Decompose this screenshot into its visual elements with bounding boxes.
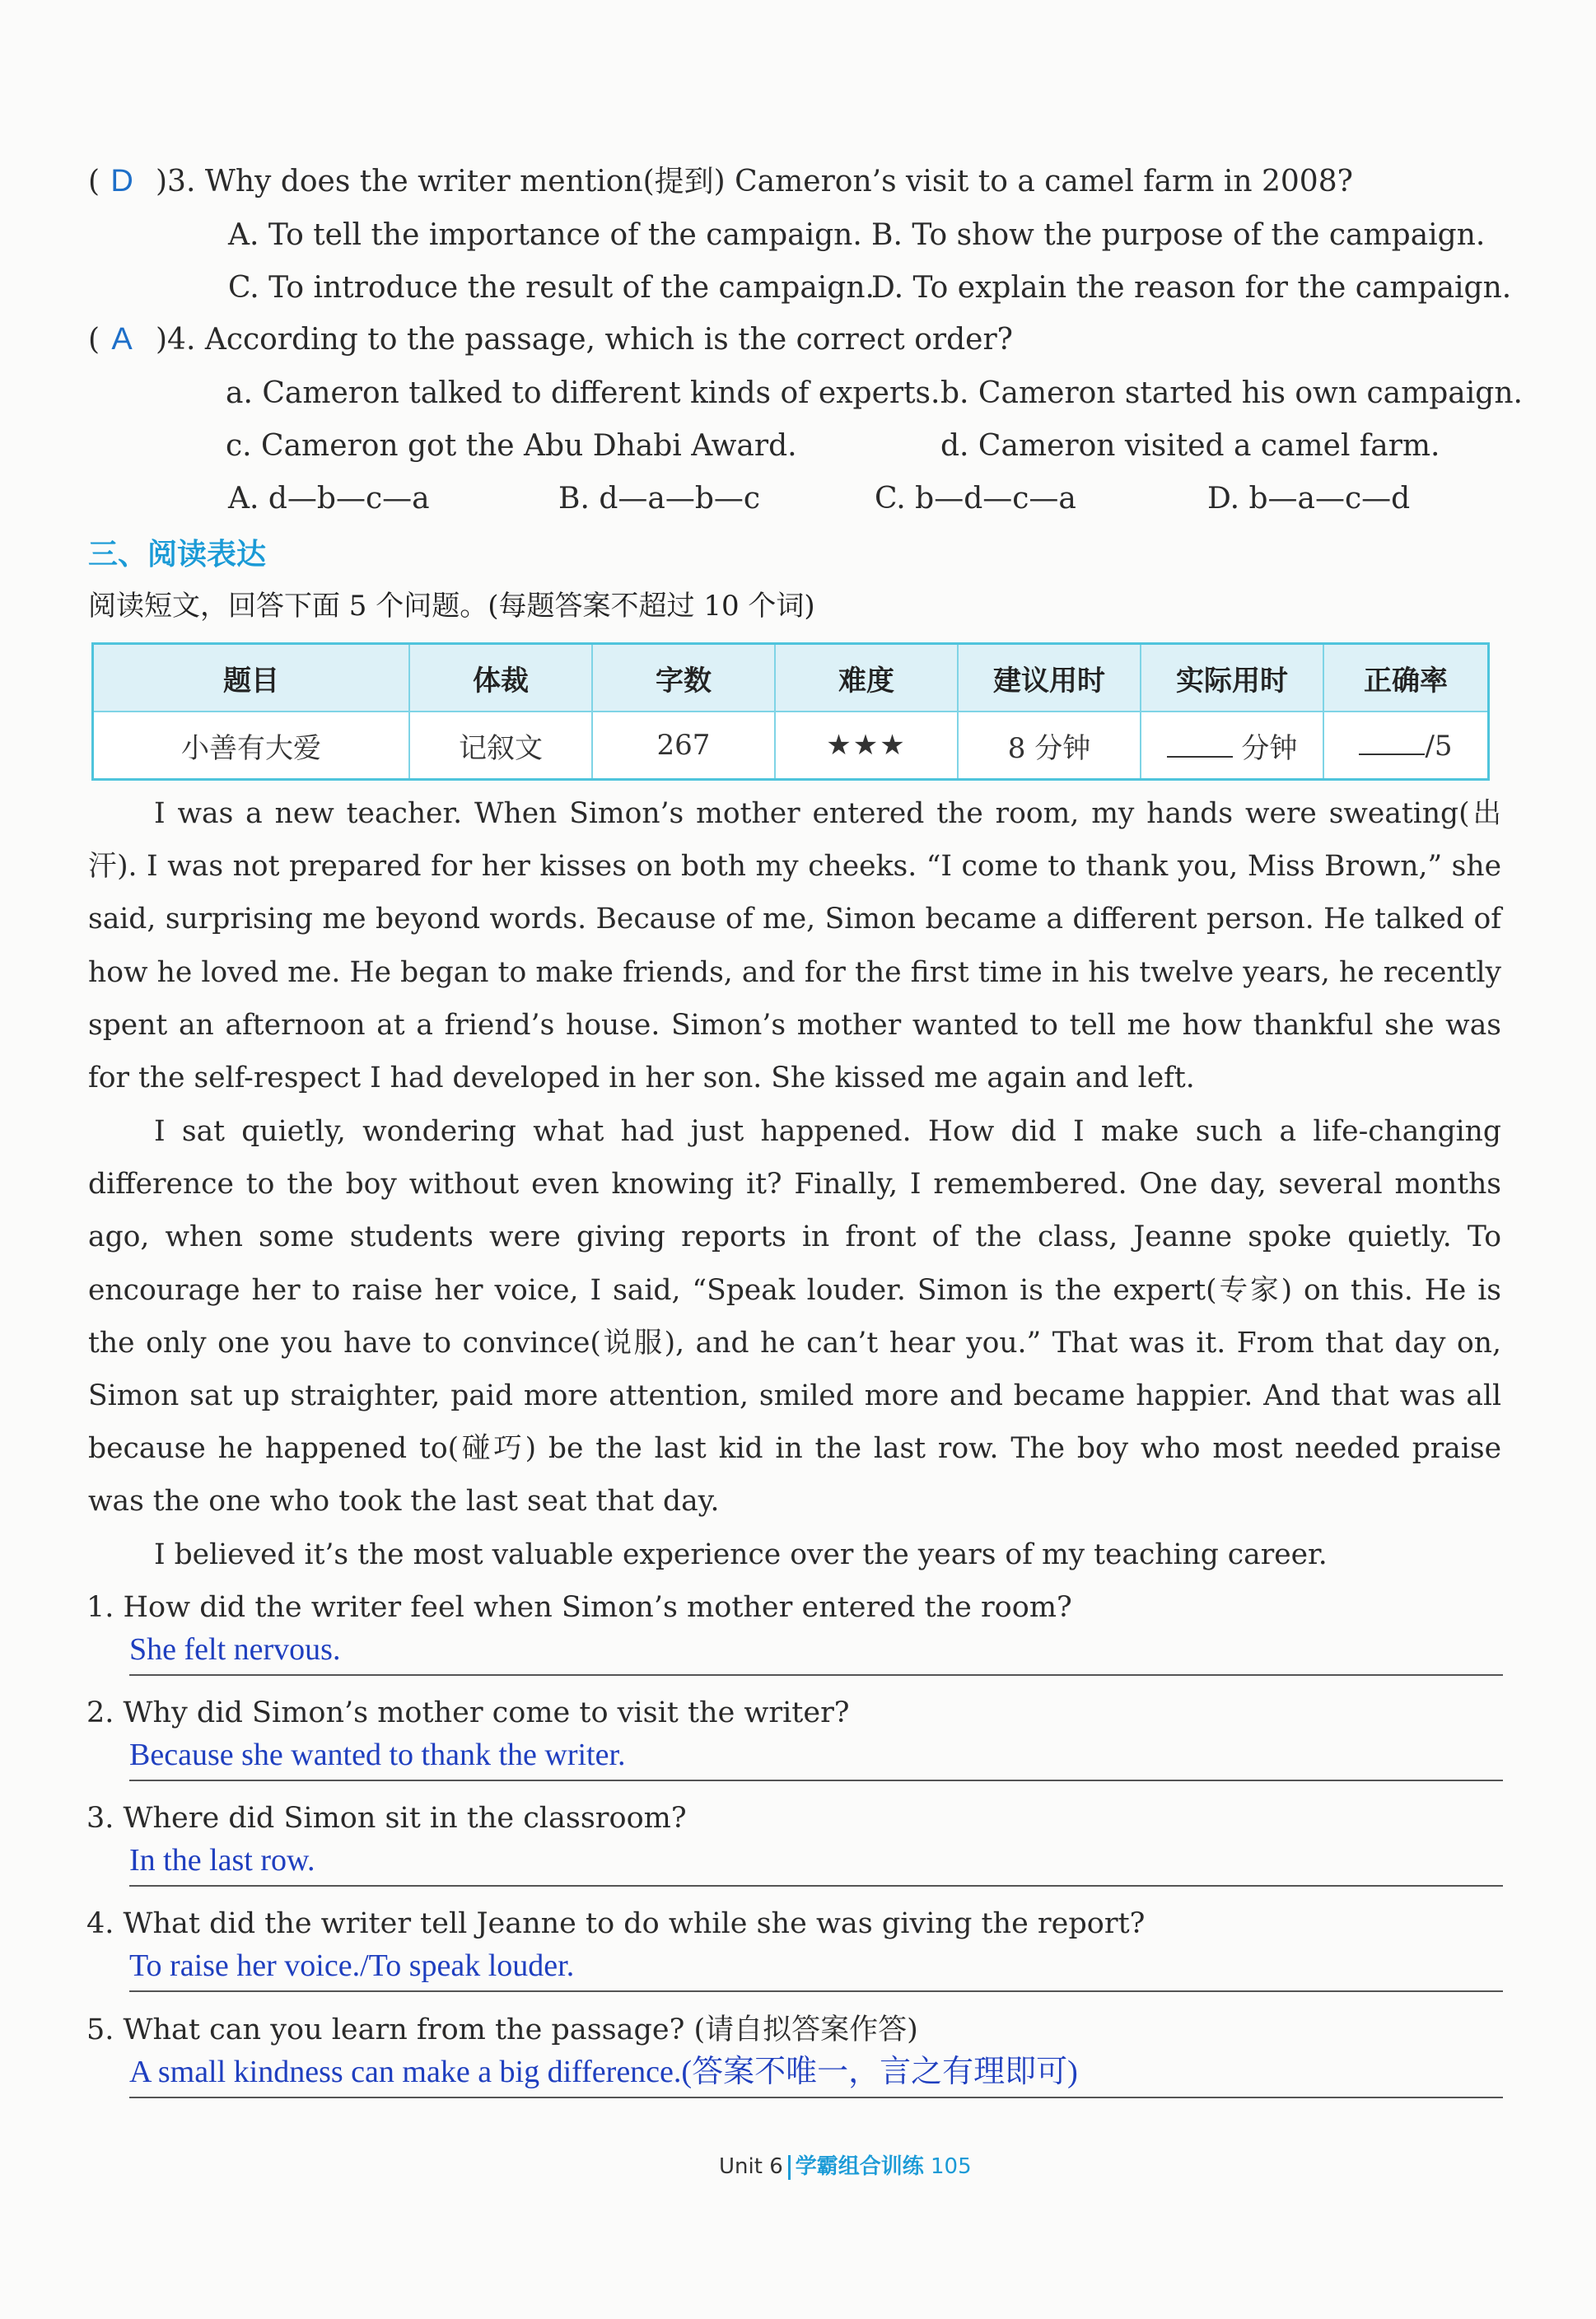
question-text: 4. What did the writer tell Jeanne to do while she was giving the report? (86, 1907, 1146, 1940)
footer-divider (788, 2155, 791, 2180)
mcq-3-answer: D (110, 164, 133, 198)
answer-text[interactable]: To raise her voice./To speak louder. (129, 1948, 575, 1983)
question-text: 1. How did the writer feel when Simon’s mother entered the room? (86, 1591, 1072, 1624)
question-text: 2. Why did Simon’s mother come to visit the writer? (86, 1696, 850, 1729)
mcq-4-item-c: c. Cameron got the Abu Dhabi Award. (226, 429, 797, 463)
footer-unit: Unit 6 (719, 2154, 783, 2179)
table-header: 建议用时 (958, 644, 1141, 712)
table-cell-actual-time[interactable]: 分钟 (1141, 712, 1323, 780)
table-cell-title: 小善有大爱 (93, 712, 410, 780)
question-5 (86, 2009, 1503, 2098)
mcq-4: ( A )4. According to the passage, which is the correct order? (88, 320, 1505, 360)
mcq-4-answer: A (111, 322, 133, 357)
table-cell-genre: 记叙文 (409, 712, 592, 780)
question-3 (86, 1798, 1503, 1887)
question-text: 5. What can you learn from the passage? (请自拟答案作答) (86, 2013, 918, 2046)
mcq-4-option-a: A. d—b—c—a (228, 482, 430, 516)
section-title: 三、阅读表达 (88, 538, 267, 572)
question-4 (86, 1903, 1503, 1992)
mcq-4-item-d: d. Cameron visited a camel farm. (940, 429, 1440, 463)
answer-text[interactable]: Because she wanted to thank the writer. (129, 1738, 626, 1772)
passage-paragraph-3: I believed it’s the most valuable experience over the years of my teaching career. (154, 1538, 1328, 1571)
answer-line (129, 2097, 1503, 2098)
answer-text[interactable]: She felt nervous. (129, 1632, 341, 1667)
mcq-3-option-a: A. To tell the importance of the campaign. (228, 218, 862, 252)
actual-time-blank[interactable] (1167, 731, 1233, 758)
difficulty-stars: ★★★ (775, 712, 958, 780)
question-text: 3. Where did Simon sit in the classroom? (86, 1802, 687, 1835)
accuracy-blank[interactable] (1359, 729, 1425, 755)
answer-text[interactable]: A small kindness can make a big difference.(答案不唯一，言之有理即可) (129, 2055, 1078, 2089)
table-header-row (93, 644, 1489, 712)
mcq-4-item-a: a. Cameron talked to different kinds of experts. (226, 376, 940, 410)
answer-bracket: ( D (88, 161, 156, 202)
answer-line (129, 1780, 1503, 1781)
mcq-3-option-b: B. To show the purpose of the campaign. (871, 218, 1486, 252)
table-cell-suggested-time: 8 分钟 (958, 712, 1141, 780)
table-cell-accuracy[interactable]: /5 (1323, 712, 1489, 780)
mcq-4-option-d: D. b—a—c—d (1207, 482, 1411, 516)
table-header: 实际用时 (1141, 644, 1323, 712)
page-footer (719, 2149, 972, 2180)
mcq-4-item-b: b. Cameron started his own campaign. (940, 376, 1523, 410)
page-number: 105 (931, 2154, 972, 2179)
table-header: 题目 (93, 644, 410, 712)
table-row (93, 712, 1489, 780)
answer-line (129, 1990, 1503, 1992)
footer-brand: 学霸组合训练 (795, 2154, 924, 2179)
table-header: 体裁 (409, 644, 592, 712)
passage-paragraph-2: I sat quietly, wondering what had just happened. How did I make such a life-changing difference to the boy without even knowing it? Finally, I remembered. One day, several months ago, when some students were giving reports in front of the class, Jeanne spoke quietly. To encourage her to raise her voice, I said, “Speak louder. Simon is the expert(专家) on this. He is the only one you have to convince(说服), and he can’t hear you.” That was it. From that day on, Simon sat up straighter, paid more attention, smiled more and became happier. And that was all because he happened to(碰巧) be the last kid in the last row. The boy who most needed praise was the one who took the last seat that day. (88, 1115, 1501, 1519)
mcq-4-option-b: B. d—a—b—c (558, 482, 761, 516)
question-1 (86, 1587, 1503, 1676)
mcq-4-option-c: C. b—d—c—a (875, 482, 1076, 516)
table-cell-wordcount: 267 (592, 712, 775, 780)
mcq-3: ( D )3. Why does the writer mention(提到) Cameron’s visit to a camel farm in 2008? (88, 161, 1505, 202)
question-2 (86, 1692, 1503, 1781)
table-header: 难度 (775, 644, 958, 712)
table-header: 字数 (592, 644, 775, 712)
answer-line (129, 1885, 1503, 1887)
mcq-4-stem: According to the passage, which is the correct order? (204, 323, 1013, 357)
answer-line (129, 1674, 1503, 1676)
mcq-3-stem: Why does the writer mention(提到) Cameron’s visit to a camel farm in 2008? (204, 165, 1353, 198)
answer-text[interactable]: In the last row. (129, 1843, 315, 1878)
passage-info-table (91, 642, 1490, 781)
mcq-3-option-c: C. To introduce the result of the campaign. (228, 271, 875, 305)
mcq-3-option-d: D. To explain the reason for the campaign. (871, 271, 1512, 305)
table-header: 正确率 (1323, 644, 1489, 712)
passage-paragraph-1: I was a new teacher. When Simon’s mother entered the room, my hands were sweating(出汗). I was not prepared for her kisses on both my cheeks. “I come to thank you, Miss Brown,” she said, surprising me beyond words. Because of me, Simon became a different person. He talked of how he loved me. He began to make friends, and for the first time in his twelve years, he recently spent an afternoon at a friend’s house. Simon’s mother wanted to tell me how thankful she was for the self-respect I had developed in her son. She kissed me again and left. (88, 797, 1501, 1095)
answer-bracket: ( A (88, 320, 156, 360)
section-instruction: 阅读短文，回答下面 5 个问题。(每题答案不超过 10 个词) (88, 590, 815, 623)
